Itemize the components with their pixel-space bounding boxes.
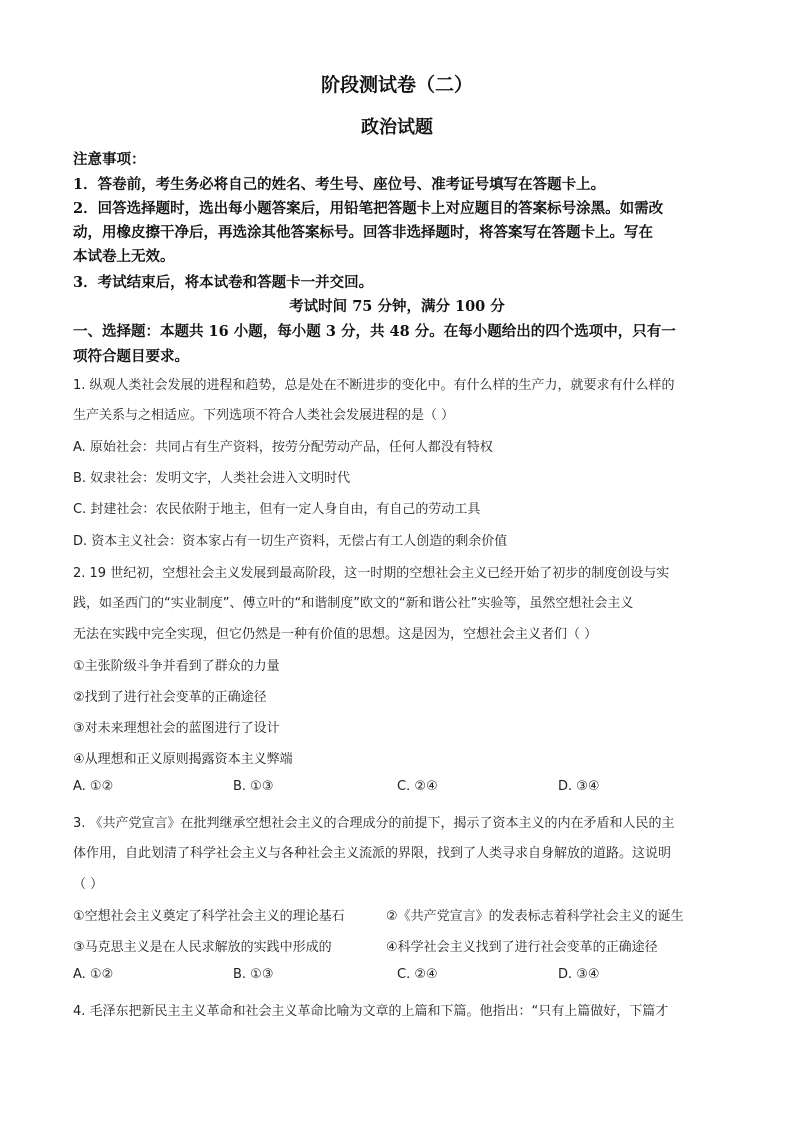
q2-statement-1: ①主张阶级斗争并看到了群众的力量 [73, 659, 280, 674]
q1-option-a: A. 原始社会：共同占有生产资料，按劳分配劳动产品，任何人都没有特权 [73, 440, 493, 455]
notice-item-2-line-1: 2．回答选择题时，选出每小题答案后，用铅笔把答题卡上对应题目的答案标号涂黑。如需改 [73, 200, 664, 217]
notice-heading: 注意事项： [73, 151, 146, 168]
page-title: 阶段测试卷（二） [320, 74, 473, 96]
q1-option-b: B. 奴隶社会：发明文字，人类社会进入文明时代 [73, 471, 351, 486]
q2-statement-3: ③对未来理想社会的蓝图进行了设计 [73, 721, 280, 736]
q3-stem-line-2: 体作用，自此划清了科学社会主义与各种社会主义流派的界限，找到了人类寻求自身解放的道路。这说明 [73, 846, 672, 861]
notice-item-1: 1．答卷前，考生务必将自己的姓名、考生号、座位号、准考证号填写在答题卡上。 [73, 176, 606, 193]
q3-statement-3: ③马克思主义是在人民求解放的实践中形成的 [73, 940, 332, 955]
exam-info: 考试时间 75 分钟，满分 100 分 [289, 298, 505, 315]
q3-stem-line-3: （ ） [73, 877, 104, 892]
q1-stem-line-1: 1. 纵观人类社会发展的进程和趋势，总是处在不断进步的变化中。有什么样的生产力，就要求有什么样的 [73, 378, 675, 393]
q2-stem-line-1: 2. 19 世纪初，空想社会主义发展到最高阶段，这一时期的空想社会主义已经开始了初步的制度创设与实 [73, 566, 670, 581]
page-subtitle: 政治试题 [361, 117, 433, 138]
q3-statement-2: ②《共产党宣言》的发表标志着科学社会主义的诞生 [386, 909, 684, 924]
section-1-line-1: 一、选择题：本题共 16 小题，每小题 3 分，共 48 分。在每小题给出的四个选项中，只有一 [73, 323, 676, 340]
q2-option-c: C. ②④ [397, 779, 438, 794]
q2-stem-line-3: 无法在实践中完全实现，但它仍然是一种有价值的思想。这是因为，空想社会主义者们（ ） [73, 627, 598, 642]
q1-stem-line-2: 生产关系与之相适应。下列选项不符合人类社会发展进程的是（ ） [73, 408, 455, 423]
notice-item-3: 3．考试结束后，将本试卷和答题卡一并交回。 [73, 274, 374, 291]
q2-option-d: D. ③④ [558, 779, 600, 794]
q4-stem-line-1: 4. 毛泽东把新民主主义革命和社会主义革命比喻为文章的上篇和下篇。他指出：“只有上篇做好，下篇才 [73, 1004, 669, 1019]
q1-option-d: D. 资本主义社会：资本家占有一切生产资料，无偿占有工人创造的剩余价值 [73, 534, 508, 549]
q2-stem-line-2: 践，如圣西门的“实业制度”、傅立叶的“和谐制度”欧文的“新和谐公社”实验等，虽然空想社会主义 [73, 596, 634, 611]
q2-statement-4: ④从理想和正义原则揭露资本主义弊端 [73, 752, 293, 767]
section-1-line-2: 项符合题目要求。 [73, 348, 189, 365]
q3-statement-4: ④科学社会主义找到了进行社会变革的正确途径 [386, 940, 658, 955]
q3-option-c: C. ②④ [397, 967, 438, 982]
q2-option-b: B. ①③ [233, 779, 274, 794]
q3-option-b: B. ①③ [233, 967, 274, 982]
q2-option-a: A. ①② [73, 779, 114, 794]
q3-option-a: A. ①② [73, 967, 114, 982]
notice-item-2-line-2: 动，用橡皮擦干净后，再选涂其他答案标号。回答非选择题时，将答案写在答题卡上。写在 [73, 224, 653, 241]
notice-item-2-line-3: 本试卷上无效。 [73, 248, 175, 265]
q3-option-d: D. ③④ [558, 967, 600, 982]
q3-stem-line-1: 3. 《共产党宣言》在批判继承空想社会主义的合理成分的前提下，揭示了资本主义的内在矛盾和人民的主 [73, 816, 675, 831]
q1-option-c: C. 封建社会：农民依附于地主，但有一定人身自由，有自己的劳动工具 [73, 502, 481, 517]
q2-statement-2: ②找到了进行社会变革的正确途径 [73, 690, 267, 705]
q3-statement-1: ①空想社会主义奠定了科学社会主义的理论基石 [73, 909, 345, 924]
